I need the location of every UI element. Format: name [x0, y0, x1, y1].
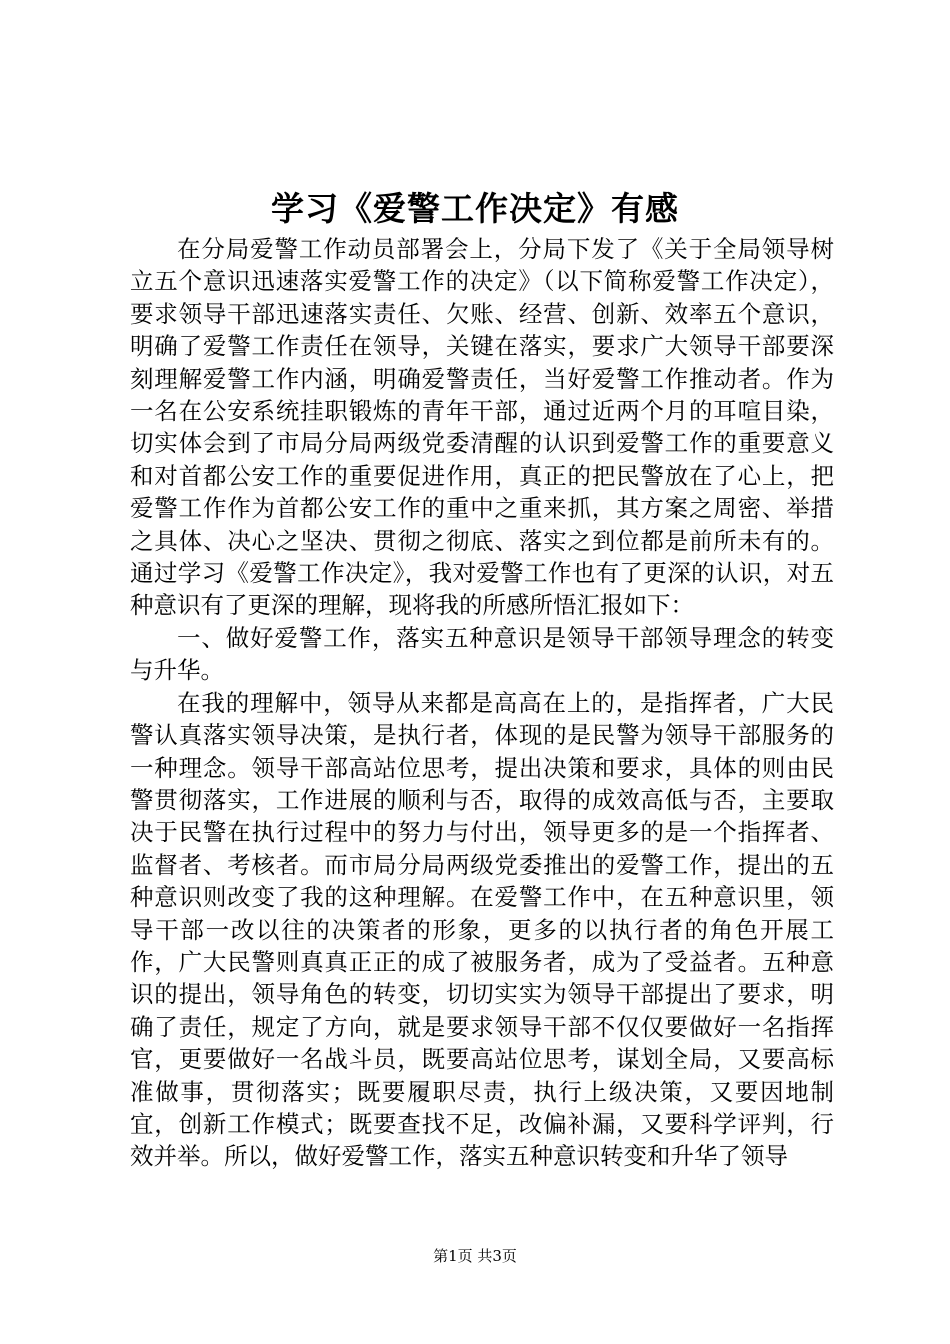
paragraph-section-heading-1: 一、做好爱警工作，落实五种意识是领导干部领导理念的转变与升华。: [130, 623, 834, 685]
paragraph-section-body-1: 在我的理解中，领导从来都是高高在上的，是指挥者，广大民警认真落实领导决策，是执行者，体现的是民警为领导干部服务的一种理念。领导干部高站位思考，提出决策和要求，具体的则由民警贯彻落实，工作进展的顺利与否，取得的成效高低与否，主要取决于民警在执行过程中的努力与付出，领导更多的是一个指挥者、监督者、考核者。而市局分局两级党委推出的爱警工作，提出的五种意识则改变了我的这种理解。在爱警工作中，在五种意识里，领导干部一改以往的决策者的形象，更多的以执行者的角色开展工作，广大民警则真真正正的成了被服务者，成为了受益者。五种意识的提出，领导角色的转变，切切实实为领导干部提出了要求，明确了责任，规定了方向，就是要求领导干部不仅仅要做好一名指挥官，更要做好一名战斗员，既要高站位思考，谋划全局，又要高标准做事，贯彻落实；既要履职尽责，执行上级决策，又要因地制宜，创新工作模式；既要查找不足，改偏补漏，又要科学评判，行效并举。所以，做好爱警工作，落实五种意识转变和升华了领导: [130, 688, 834, 1171]
paragraph-intro: 在分局爱警工作动员部署会上，分局下发了《关于全局领导树立五个意识迅速落实爱警工作的决定》（以下简称爱警工作决定），要求领导干部迅速落实责任、欠账、经营、创新、效率五个意识，明确了爱警工作责任在领导，关键在落实，要求广大领导干部要深刻理解爱警工作内涵，明确爱警责任，当好爱警工作推动者。作为一名在公安系统挂职锻炼的青年干部，通过近两个月的耳喧目染，切实体会到了市局分局两级党委清醒的认识到爱警工作的重要意义和对首都公安工作的重要促进作用，真正的把民警放在了心上，把爱警工作作为首都公安工作的重中之重来抓，其方案之周密、举措之具体、决心之坚决、贯彻之彻底、落实之到位都是前所未有的。通过学习《爱警工作决定》，我对爱警工作也有了更深的认识，对五种意识有了更深的理解，现将我的所感所悟汇报如下：: [130, 235, 834, 620]
document-body: [130, 233, 834, 1173]
page-footer: 第1页 共3页: [433, 1247, 517, 1265]
document-title: 学习《爱警工作决定》有感: [271, 189, 679, 228]
